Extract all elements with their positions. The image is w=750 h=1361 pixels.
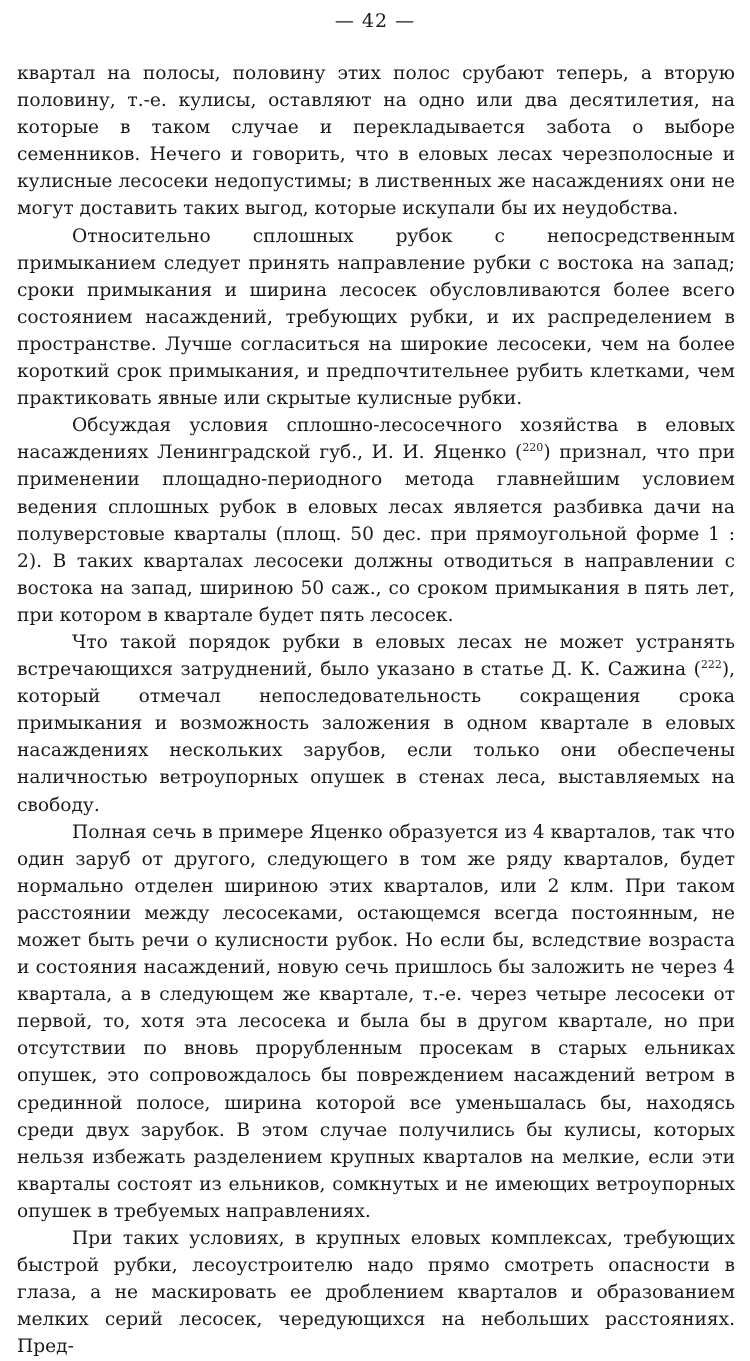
- paragraph-3-text-before-ref: Обсуждая условия сплошно-лесосечного хозяйства в еловых насаждениях Ленинградской губ., И. И. Яценко (: [17, 415, 735, 464]
- paragraph-3: [17, 412, 735, 629]
- paragraph-6: При таких условиях, в крупных еловых комплексах, требующих быстрой рубки, лесоустроителю надо прямо смотреть опасности в глаза, а не маскировать ее дроблением кварталов и образованием мелких серий лесосек, чередующихся на небольших расстояниях. Пред-: [17, 1228, 735, 1358]
- paragraph-1: квартал на полосы, половину этих полос срубают теперь, а вторую половину, т.-е. кулисы, оставляют на одно или два десятилетия, на которые в таком случае и перекладывается забота о выборе семенников. Нечего и говорить, что в еловых лесах черезполосные и кулисные лесосеки недопустимы; в лиственных же насаждениях они не могут доставить таких выгод, которые искупали бы их неудобства.: [17, 63, 735, 220]
- paragraph-4: [17, 629, 735, 819]
- paragraph-5: Полная сечь в примере Яценко образуется из 4 кварталов, так что один заруб от другого, следующего в том же ряду кварталов, будет нормально отделен шириною этих кварталов, или 2 клм. При таком расстоянии между лесосеками, остающемся всегда постоянным, не может быть речи о кулисности рубок. Но если бы, вследствие возраста и состояния насаждений, новую сечь пришлось бы заложить не через 4 квартала, а в следующем же квартале, т.-е. через четыре лесосеки от первой, то, хотя эта лесосека и была бы в другом квартале, но при отсутствии по вновь прорубленным просекам в старых ельниках опушек, это сопровождалось бы повреждением насаждений ветром в срединной полосе, ширина которой все уменьшалась бы, находясь среди двух зарубок. В этом случае получились бы кулисы, которых нельзя избежать разделением крупных кварталов на мелкие, если эти кварталы состоят из ельников, сомкнутых и не имеющих ветроупорных опушек в требуемых направлениях.: [17, 821, 735, 1222]
- page-number-header: — 42 —: [334, 10, 416, 32]
- paragraph-4-text-before-ref: Что такой порядок рубки в еловых лесах не может устранять встречающихся затруднений, было указано в статье Д. К. Сажина (: [17, 631, 735, 681]
- paragraph-3-text-after-ref: ) признал, что при применении площадно-периодного метода главнейшим условием ведения сплошных рубок в еловых лесах является разбивка дачи на полуверстовые кварталы (площ. 50 дес. при прямоугольной форме 1 : 2). В таких кварталах лесосеки должны отводиться в направлении с востока на запад, шириною 50 саж., со сроком примыкания в пять лет, при котором в квартале будет пять лесосек.: [17, 442, 735, 626]
- document-body: [17, 60, 735, 1361]
- paragraph-4-text-after-ref: ), который отмечал непоследовательность сокращения срока примыкания и возможность заложения в одном квартале в еловых насаждениях нескольких зарубов, если только они обеспечены наличностью ветроупорных опушек в стенах леса, выставляемых на свободу.: [17, 659, 735, 816]
- footnote-ref-222: 222: [700, 658, 722, 672]
- footnote-ref-220: 220: [522, 441, 544, 455]
- paragraph-2: Относительно сплошных рубок с непосредственным примыканием следует принять направление рубки с востока на запад; сроки примыкания и ширина лесосек обусловливаются более всего состоянием насаждений, требующих рубки, и их распределением в пространстве. Лучше согласиться на широкие лесосеки, чем на более короткий срок примыкания, и предпочтительнее рубить клетками, чем практиковать явные или скрытые кулисные рубки.: [17, 225, 735, 410]
